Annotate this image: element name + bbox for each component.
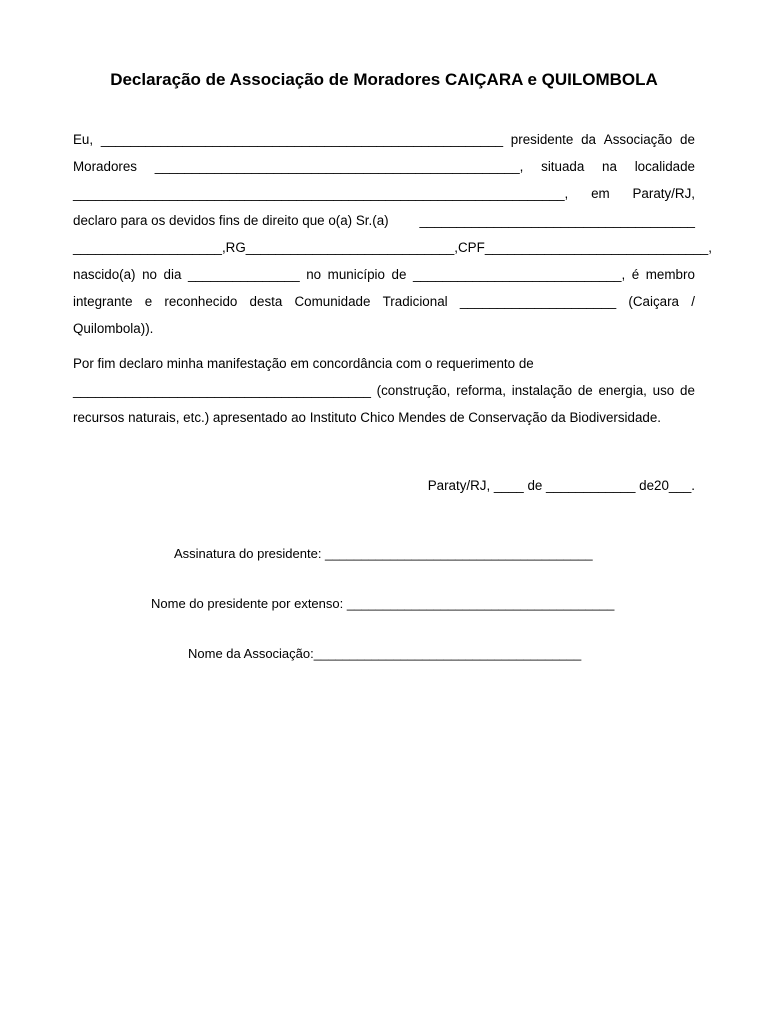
text-word: instalação — [511, 383, 573, 398]
text-word: Paraty/RJ, — [632, 186, 695, 201]
president-name-blank: ______________________________________________________ — [100, 132, 504, 147]
member-name-blank: _____________________________________ — [419, 213, 695, 228]
text-word: (construção, — [376, 383, 451, 398]
text-word: situada — [541, 159, 585, 174]
text-word: Moradores — [73, 159, 138, 174]
request-blank: ________________________________________ — [73, 383, 371, 398]
text-word: no — [306, 267, 322, 282]
text-word: desta — [249, 294, 283, 309]
paragraph-line — [73, 288, 695, 315]
paragraph-line — [73, 126, 695, 153]
text-word: da — [581, 132, 597, 147]
text-word: na — [602, 159, 617, 174]
text-word: Comunidade — [294, 294, 371, 309]
association-blank: _________________________________________________, — [154, 159, 524, 174]
document-title: Declaração de Associação de Moradores CAIÇARA e QUILOMBOLA — [110, 70, 658, 89]
paragraph-line — [73, 207, 695, 234]
paragraph-line — [73, 350, 695, 377]
text-segment: Quilombola)). — [73, 321, 154, 336]
locality-blank: __________________________________________________________________, — [73, 186, 569, 201]
text-word: / — [691, 294, 695, 309]
text-word: dia — [163, 267, 182, 282]
text-segment: recursos naturais, etc.) apresentado ao Instituto Chico Mendes de Conservação da Biodiversidade. — [73, 410, 662, 425]
text-word: CPF — [458, 240, 485, 255]
text-word: Eu, — [73, 132, 94, 147]
association-name-field: Nome da Associação:_____________________________________ — [188, 646, 582, 661]
text-word: Associação — [603, 132, 673, 147]
text-word: reconhecido — [164, 294, 238, 309]
text-word: é — [631, 267, 640, 282]
paragraph-line — [73, 377, 695, 404]
paragraph-line — [73, 404, 695, 431]
text-word: de — [680, 132, 695, 147]
declaration-paragraph — [73, 126, 712, 342]
text-word: membro — [645, 267, 695, 282]
paragraph-line — [73, 234, 712, 261]
birth-date-blank: _______________ — [187, 267, 300, 282]
text-word: RG — [225, 240, 246, 255]
community-blank: _____________________ — [459, 294, 617, 309]
text-word: integrante — [73, 294, 133, 309]
text-word: de — [680, 383, 695, 398]
text-word: e — [144, 294, 153, 309]
member-name-blank: ____________________, — [73, 240, 226, 255]
president-signature-field: Assinatura do presidente: _____________________________________ — [174, 546, 593, 561]
text-word: presidente — [510, 132, 574, 147]
agreement-paragraph — [73, 350, 695, 431]
text-word: reforma, — [456, 383, 506, 398]
text-word: em — [591, 186, 610, 201]
text-word: (Caiçara — [628, 294, 680, 309]
text-word: nascido(a) — [73, 267, 136, 282]
paragraph-line — [73, 180, 695, 207]
text-word: de — [577, 383, 593, 398]
text-segment: Por fim declaro minha manifestação em concordância com o requerimento de — [73, 356, 534, 371]
municipality-blank: ____________________________, — [412, 267, 626, 282]
date-line: Paraty/RJ, ____ de ____________ de20___. — [427, 478, 695, 493]
text-word: localidade — [634, 159, 695, 174]
paragraph-line — [73, 261, 695, 288]
cpf-blank: ______________________________, — [484, 240, 712, 255]
text-word: Tradicional — [382, 294, 448, 309]
text-word: município — [327, 267, 385, 282]
text-word: no — [142, 267, 157, 282]
text-word: energia, — [598, 383, 647, 398]
rg-blank: ____________________________, — [245, 240, 459, 255]
text-word: de — [391, 267, 407, 282]
paragraph-line — [73, 315, 695, 342]
text-word: uso — [652, 383, 675, 398]
text-segment: declaro para os devidos fins de direito que o(a) Sr.(a) — [73, 213, 389, 228]
paragraph-line — [73, 153, 695, 180]
president-name-field: Nome do presidente por extenso: _____________________________________ — [151, 596, 615, 611]
